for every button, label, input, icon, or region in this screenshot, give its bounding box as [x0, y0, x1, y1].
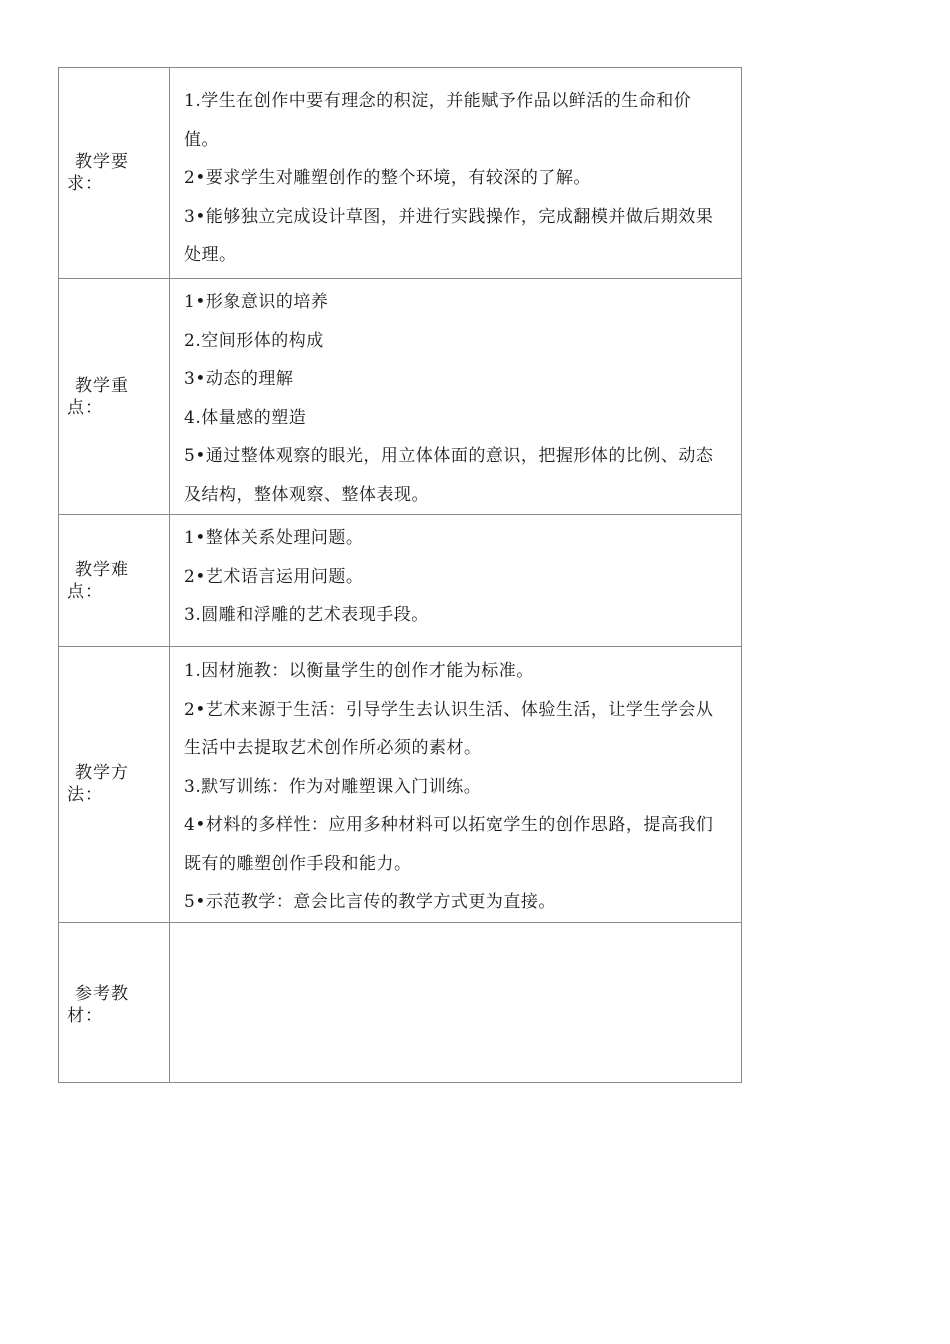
- content-cell: [170, 515, 742, 647]
- row-label: 教学难点：: [67, 559, 129, 602]
- content-line: 1•形象意识的培养: [184, 292, 329, 312]
- content-line: 2•要求学生对雕塑创作的整个环境，有较深的了解。: [184, 168, 591, 188]
- content-line: 3.圆雕和浮雕的艺术表现手段。: [184, 605, 429, 625]
- row-teaching-methods: [59, 647, 742, 923]
- label-cell: [59, 647, 170, 923]
- label-cell: [59, 515, 170, 647]
- row-reference-materials: [59, 922, 742, 1082]
- content-line: 4.体量感的塑造: [184, 407, 307, 428]
- content-cell: [170, 922, 742, 1082]
- content-line: 4•材料的多样性：应用多种材料可以拓宽学生的创作思路，提高我们既有的雕塑创作手段和能力。: [184, 815, 714, 874]
- content-line: 1•整体关系处理问题。: [184, 528, 364, 548]
- empty-content: [170, 923, 741, 937]
- label-cell: [59, 922, 170, 1082]
- row-teaching-difficulties: [59, 515, 742, 647]
- content-line: 5•示范教学：意会比言传的教学方式更为直接。: [184, 892, 556, 912]
- content-line: 2•艺术语言运用问题。: [184, 566, 364, 587]
- content-cell: [170, 68, 742, 279]
- row-label: 教学要求：: [67, 152, 129, 194]
- label-cell: [59, 68, 170, 279]
- content-cell: [170, 647, 742, 923]
- content-line: 2.空间形体的构成: [184, 330, 324, 351]
- label-cell: [59, 279, 170, 515]
- row-label: 教学重点：: [67, 375, 129, 418]
- content-line: 1.因材施教：以衡量学生的创作才能为标准。: [184, 661, 534, 681]
- content-line: 3•能够独立完成设计草图，并进行实践操作，完成翻模并做后期效果处理。: [184, 206, 714, 265]
- row-teaching-key-points: [59, 279, 742, 515]
- content-line: 2•艺术来源于生活：引导学生去认识生活、体验生活，让学生学会从生活中去提取艺术创作所必须的素材。: [184, 699, 714, 758]
- lesson-plan-table: [58, 67, 742, 1083]
- content-line: 5•通过整体观察的眼光，用立体体面的意识，把握形体的比例、动态及结构，整体观察、整体表现。: [184, 446, 714, 505]
- content-line: 3•动态的理解: [184, 369, 294, 389]
- row-teaching-requirements: [59, 68, 742, 279]
- content-line: 1.学生在创作中要有理念的积淀，并能赋予作品以鲜活的生命和价值。: [184, 91, 692, 150]
- row-label: 参考教材：: [67, 984, 129, 1027]
- content-line: 3.默写训练：作为对雕塑课入门训练。: [184, 776, 482, 797]
- content-cell: [170, 279, 742, 515]
- row-label: 教学方法：: [67, 763, 129, 806]
